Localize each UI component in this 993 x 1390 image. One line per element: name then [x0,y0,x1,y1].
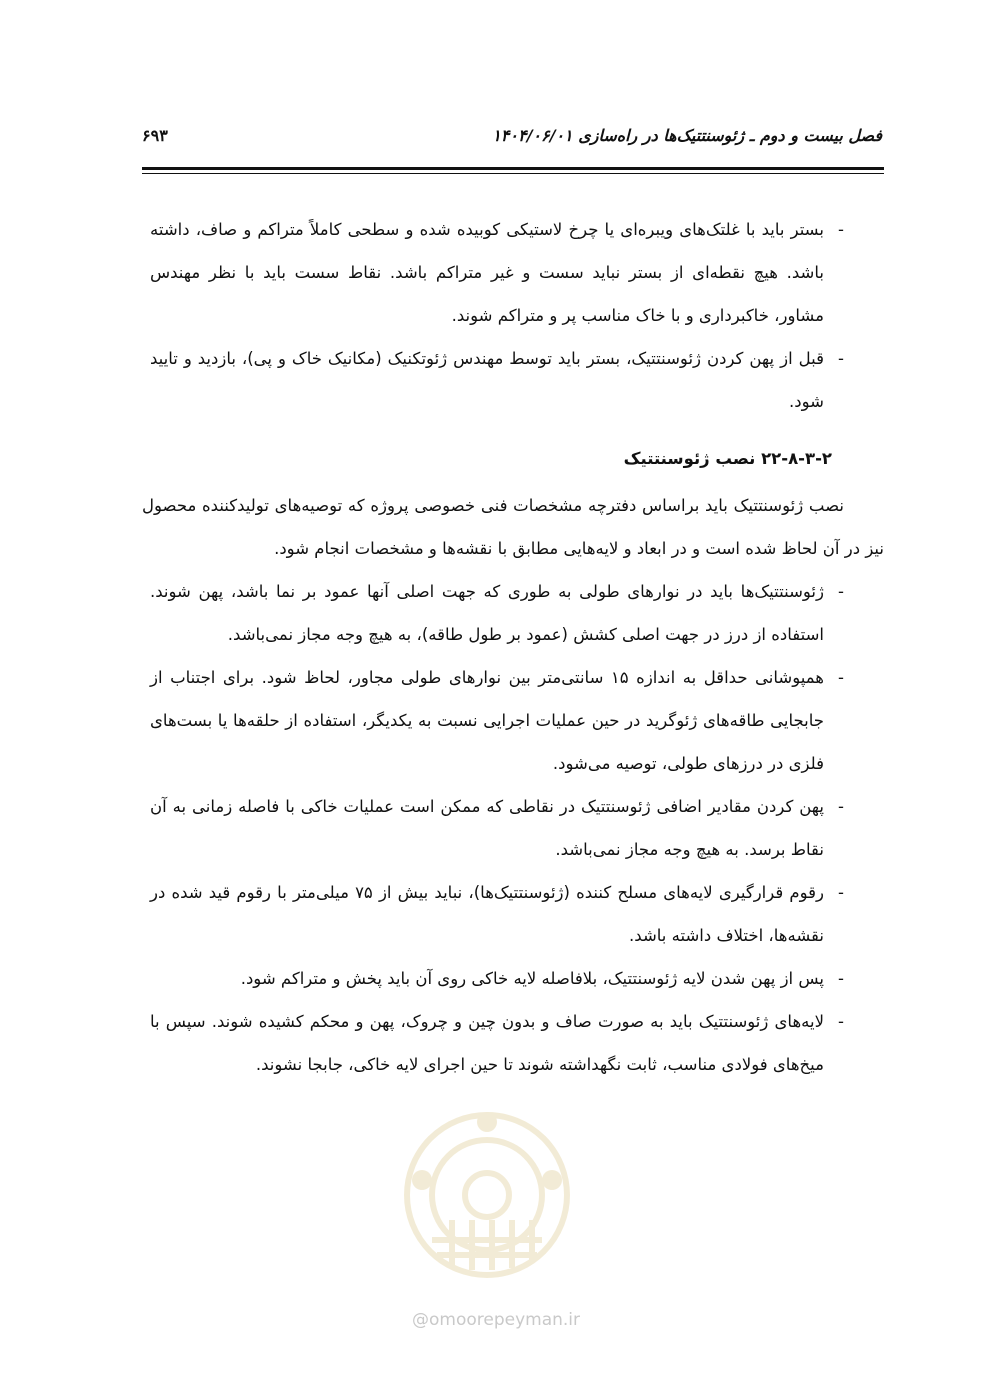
bullet-item [142,957,884,1000]
bullet-item [142,1000,884,1086]
page-header [142,126,882,156]
bullet-item [142,570,884,656]
bullet-dash: - [838,1012,844,1031]
document-body [142,208,884,1086]
bullet-item [142,337,884,423]
section-intro-paragraph: نصب ژئوسنتتیک باید براساس دفترچه مشخصات فنی خصوصی پروژه که توصیه‌های تولیدکننده محصول نیز در آن لحاظ شده است و در ابعاد و لایه‌هایی مطابق با نقشه‌ها و مشخصات انجام شود. [142,496,884,558]
section-heading: ۲۲-۸-۳-۲ نصب ژئوسنتتیک [623,449,832,468]
bullet-item [142,785,884,871]
bullet-text: بستر باید با غلتک‌های ویبره‌ای یا چرخ لاستیکی کوبیده شده و سطحی کاملاً متراکم و صاف، داشته باشد. هیچ نقطه‌ای از بستر نباید سست و غیر متراکم باشد. نقاط سست باید با نظر مهندس مشاور، خاکبرداری و با خاک مناسب پر و متراکم شوند. [150,220,824,325]
page-number: ۶۹۳ [142,126,168,145]
bullet-text: لایه‌های ژئوسنتتیک باید به صورت صاف و بدون چین و چروک، پهن و محکم کشیده شوند. سپس با میخ‌های فولادی مناسب، ثابت نگهداشته شوند تا حین اجرای لایه خاکی، جابجا نشوند. [150,1012,824,1074]
bullet-item [142,656,884,785]
bullet-dash: - [838,220,844,239]
chapter-title: فصل بیست و دوم ـ ژئوسنتتیک‌ها در راه‌سازی ۱۴۰۴/۰۶/۰۱ [492,126,882,145]
bullet-text: قبل از پهن کردن ژئوسنتتیک، بستر باید توسط مهندس ژئوتکنیک (مکانیک خاک و پی)، بازدید و تایید شود. [150,349,824,411]
header-rule-thin [142,173,884,174]
bullet-dash: - [838,797,844,816]
bullet-dash: - [838,349,844,368]
bullet-item [142,871,884,957]
bullet-dash: - [838,668,844,687]
bullet-dash: - [838,883,844,902]
header-rule-thick [142,167,884,170]
watermark-text: @omoorepeyman.ir [411,1310,581,1330]
bullet-text: همپوشانی حداقل به اندازه ۱۵ سانتی‌متر بین نوارهای طولی مجاور، لحاظ شود. برای اجتناب از جابجایی طاقه‌های ژئوگرید در حین عملیات اجرایی نسبت به یکدیگر، استفاده از حلقه‌ها یا بست‌های فلزی در درزهای طولی، توصیه می‌شود. [150,668,824,773]
bullet-text: رقوم قرارگیری لایه‌های مسلح کننده (ژئوسنتتیک‌ها)، نباید بیش از ۷۵ میلی‌متر با رقوم قید شده در نقشه‌ها، اختلاف داشته باشد. [150,883,824,945]
bullet-dash: - [838,969,844,988]
bullet-dash: - [838,582,844,601]
bullet-item [142,208,884,337]
watermark-logo-icon [392,1100,582,1290]
bullet-text: پس از پهن شدن لایه ژئوسنتتیک، بلافاصله لایه خاکی روی آن باید پخش و متراکم شود. [240,969,824,988]
bullet-text: ژئوسنتتیک‌ها باید در نوارهای طولی به طوری که جهت اصلی آنها عمود بر نما باشد، پهن شوند. استفاده از درز در جهت اصلی کشش (عمود بر طول طاقه)، به هیچ وجه مجاز نمی‌باشد. [150,582,824,644]
bullet-text: پهن کردن مقادیر اضافی ژئوسنتتیک در نقاطی که ممکن است عملیات خاکی با فاصله زمانی به آن نقاط برسد. به هیچ وجه مجاز نمی‌باشد. [150,797,824,859]
